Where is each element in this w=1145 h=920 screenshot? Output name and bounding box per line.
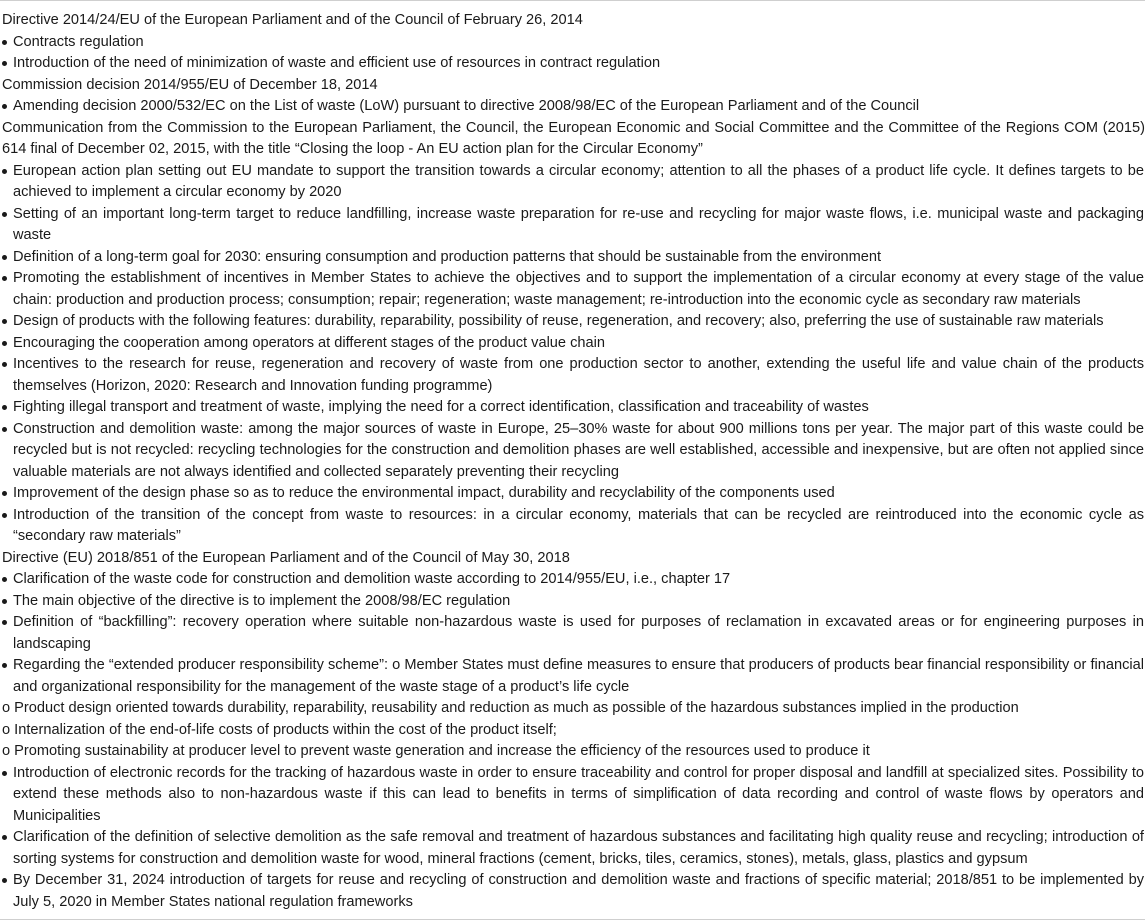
item-text: o Promoting sustainability at producer level to prevent waste generation and increase the efficiency of the resources used to produce it: [2, 743, 870, 759]
bullet-dot-icon: [2, 878, 7, 883]
item-text: Setting of an important long-term target to reduce landfilling, increase waste preparation for re-use and recycling for major waste flows, i.e. municipal waste and packaging waste: [13, 205, 1144, 243]
bullet-item: [0, 419, 1145, 484]
bullet-item: [0, 612, 1145, 655]
item-text: Regarding the “extended producer responsibility scheme”: o Member States must define measures to ensure that producers of products bear financial responsibility or financial and organizational responsibility for the management of the waste stage of a product’s life cycle: [13, 657, 1144, 695]
bullet-dot-icon: [2, 599, 7, 604]
bullet-dot-icon: [2, 620, 7, 625]
sub-item: [0, 741, 1145, 763]
sub-item: [0, 720, 1145, 742]
bullet-dot-icon: [2, 491, 7, 496]
bullet-item: [0, 161, 1145, 204]
bullet-dot-icon: [2, 40, 7, 45]
bullet-dot-icon: [2, 362, 7, 367]
bullet-item: [0, 655, 1145, 698]
item-text: Definition of a long-term goal for 2030: ensuring consumption and production patterns that should be sustainable from the environment: [13, 248, 882, 265]
bullet-item: [0, 333, 1145, 355]
bullet-item: [0, 397, 1145, 419]
item-text: Definition of “backfilling”: recovery operation where suitable non-hazardous waste is used for purposes of reclamation in excavated areas or for engineering purposes in landscaping: [13, 614, 1144, 652]
item-text: Improvement of the design phase so as to reduce the environmental impact, durability and recyclability of the components used: [13, 485, 835, 501]
bullet-dot-icon: [2, 663, 7, 668]
bullet-item: [0, 96, 1145, 118]
item-text: Introduction of the need of minimization of waste and efficient use of resources in contract regulation: [13, 55, 661, 71]
bullet-item: [0, 247, 1145, 269]
item-text: Construction and demolition waste: among the major sources of waste in Europe, 25–30% waste for about 900 millions tons per year. The major part of this waste could be recycled but is not recycled: recycling technologies for the construction and demolition phases are well established, accessible and inexpensive, but are often not applied since valuable materials are not always identified and collected separately preventing their recycling: [13, 420, 1144, 480]
bullet-dot-icon: [2, 835, 7, 840]
bullet-dot-icon: [2, 169, 7, 174]
bullet-dot-icon: [2, 61, 7, 66]
bullet-item: [0, 483, 1145, 505]
sub-item: [0, 698, 1145, 720]
bullet-item: [0, 505, 1145, 548]
item-text: Clarification of the waste code for construction and demolition waste according to 2014/955/EU, i.e., chapter 17: [13, 571, 731, 587]
bullet-item: [0, 569, 1145, 591]
bullet-item: [0, 763, 1145, 828]
bullet-item: [0, 591, 1145, 613]
section-heading: Directive (EU) 2018/851 of the European Parliament and of the Council of May 30, 2018: [2, 549, 570, 566]
bullet-dot-icon: [2, 771, 7, 776]
bullet-dot-icon: [2, 341, 7, 346]
bullet-dot-icon: [2, 577, 7, 582]
bullet-item: [0, 870, 1145, 913]
bullet-dot-icon: [2, 319, 7, 324]
item-text: o Product design oriented towards durability, reparability, reusability and reduction as much as possible of the hazardous substances implied in the production: [2, 700, 1019, 716]
item-text: Fighting illegal transport and treatment of waste, implying the need for a correct identification, classification and traceability of wastes: [13, 399, 869, 415]
bullet-item: [0, 204, 1145, 247]
item-text: Contracts regulation: [13, 33, 144, 50]
item-text: Introduction of the transition of the concept from waste to resources: in a circular economy, materials that can be recycled are reintroduced into the economic cycle as “secondary raw materials”: [13, 506, 1144, 544]
bullet-dot-icon: [2, 104, 7, 109]
bullet-item: [0, 354, 1145, 397]
item-text: Incentives to the research for reuse, regeneration and recovery of waste from one production sector to another, extending the useful life and value chain of the products themselves (Horizon, 2020: Research and Innovation funding programme): [13, 356, 1144, 394]
bullet-item: [0, 311, 1145, 333]
item-text: Encouraging the cooperation among operators at different stages of the product value chain: [13, 334, 605, 351]
bullet-dot-icon: [2, 255, 7, 260]
item-text: Amending decision 2000/532/EC on the List of waste (LoW) pursuant to directive 2008/98/EC of the European Parliament and of the Council: [13, 98, 920, 114]
item-text: By December 31, 2024 introduction of targets for reuse and recycling of construction and demolition waste and fractions of specific material; 2018/851 to be implemented by July 5, 2020 in Member States national regulation frameworks: [13, 872, 1144, 910]
section-heading: Directive 2014/24/EU of the European Parliament and of the Council of February 26, 2014: [2, 12, 583, 28]
item-text: o Internalization of the end-of-life costs of products within the cost of the product itself;: [2, 721, 557, 738]
bullet-item: [0, 268, 1145, 311]
item-text: Design of products with the following features: durability, reparability, possibility of reuse, regeneration, and recovery; also, preferring the use of sustainable raw materials: [13, 313, 1104, 329]
bullet-dot-icon: [2, 276, 7, 281]
item-text: Introduction of electronic records for the tracking of hazardous waste in order to ensure traceability and control for proper disposal and landfill at specialized sites. Possibility to extend these methods also to non-hazardous waste if this can lead to benefits in terms of simplification of data recording and control of waste flows by operators and Municipalities: [13, 764, 1144, 824]
item-text: Promoting the establishment of incentives in Member States to achieve the objectives and to support the implementation of a circular economy at every stage of the value chain: production and production process; consumption; repair; regeneration; waste management; re-introduction into the economic cycle as secondary raw materials: [13, 270, 1144, 308]
item-text: The main objective of the directive is to implement the 2008/98/EC regulation: [13, 592, 511, 609]
bullet-item: [0, 32, 1145, 54]
section-heading: Commission decision 2014/955/EU of December 18, 2014: [2, 76, 378, 93]
bullet-item: [0, 827, 1145, 870]
item-text: Clarification of the definition of selective demolition as the safe removal and treatment of hazardous substances and facilitating high quality reuse and recycling; introduction of sorting systems for construction and demolition waste for wood, mineral fractions (cement, bricks, tiles, ceramics, stones), metals, glass, plastics and gypsum: [13, 829, 1144, 867]
bullet-item: [0, 53, 1145, 75]
bullet-dot-icon: [2, 427, 7, 432]
bullet-dot-icon: [2, 405, 7, 410]
bullet-dot-icon: [2, 513, 7, 518]
section-heading: Communication from the Commission to the European Parliament, the Council, the European Economic and Social Committee and the Committee of the Regions COM (2015) 614 final of December 02, 2015, with the title “Closing the loop - An EU action plan for the Circular Economy”: [2, 119, 1145, 157]
item-text: European action plan setting out EU mandate to support the transition towards a circular economy; attention to all the phases of a product life cycle. It defines targets to be achieved to implement a circular economy by 2020: [13, 162, 1144, 200]
bullet-dot-icon: [2, 212, 7, 217]
